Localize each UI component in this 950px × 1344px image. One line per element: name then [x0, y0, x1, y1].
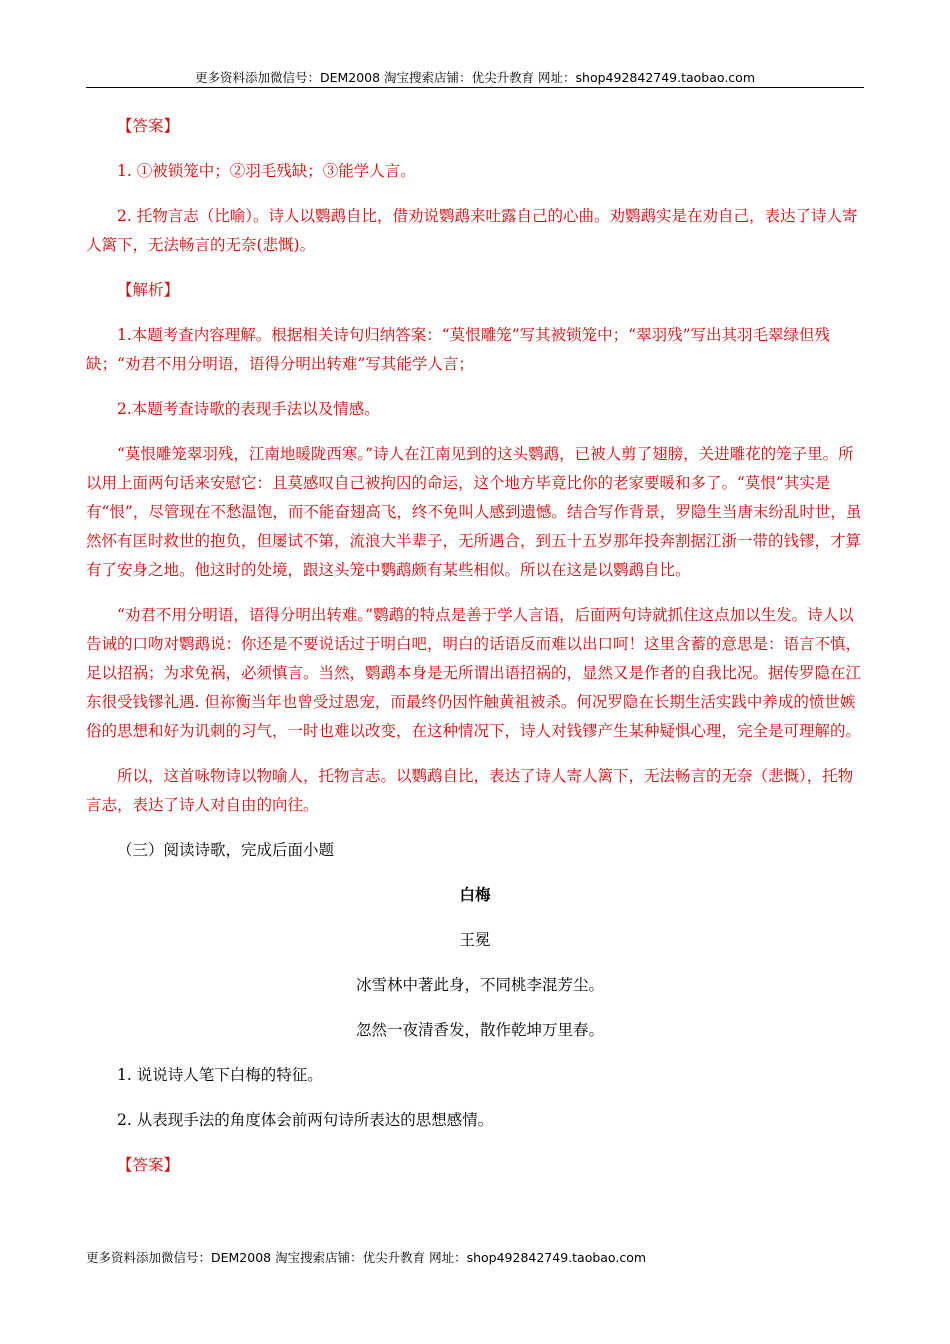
answer-tag: 【答案】	[117, 1156, 180, 1174]
poem-title: 白梅	[459, 886, 491, 904]
document-body	[86, 112, 864, 1180]
answer-tag: 【答案】	[117, 117, 180, 135]
analysis-paragraph: 1.本题考查内容理解。根据相关诗句归纳答案：“莫恨雕笼”写其被锁笼中；“翠羽残”写出其羽毛翠绿但残缺；“劝君不用分明语，语得分明出转难”写其能学人言；	[86, 326, 830, 373]
poem-author: 王冕	[459, 931, 491, 949]
analysis-paragraph: 2.本题考查诗歌的表现手法以及情感。	[117, 400, 380, 418]
poem-line: 忽然一夜清香发，散作乾坤万里春。	[356, 1021, 605, 1039]
section-heading: （三）阅读诗歌，完成后面小题	[117, 841, 335, 859]
analysis-paragraph: 所以，这首咏物诗以物喻人，托物言志。以鹦鹉自比，表达了诗人寄人篱下，无法畅言的无奈（悲慨），托物言志，表达了诗人对自由的向往。	[86, 767, 854, 814]
question-item: 2. 从表现手法的角度体会前两句诗所表达的思想感情。	[117, 1111, 494, 1129]
analysis-paragraph: “莫恨雕笼翠羽残，江南地暖陇西寒。”诗人在江南见到的这头鹦鹉，已被人剪了翅膀，关进雕花的笼子里。所以用上面两句话来安慰它：且莫感叹自己被拘囚的命运，这个地方毕竟比你的老家要暖和多了。“莫恨”其实是有“恨”，尽管现在不愁温饱，而不能奋翅高飞，终不免叫人感到遗憾。结合写作背景，罗隐生当唐末纷乱时世，虽然怀有匡时救世的抱负，但屡试不第，流浪大半辈子，无所遇合，到五十五岁那年投奔割据江浙一带的钱镠，才算有了安身之地。他这时的处境，跟这头笼中鹦鹉颇有某些相似。所以在这是以鹦鹉自比。	[86, 445, 862, 579]
answer-item-1: 1. ①被锁笼中；②羽毛残缺；③能学人言。	[117, 162, 416, 180]
page-footer: 更多资料添加微信号：DEM2008 淘宝搜索店铺：优尖升教育 网址：shop492842749.taobao.com	[86, 1250, 647, 1265]
question-item: 1. 说说诗人笔下白梅的特征。	[117, 1066, 323, 1084]
poem-line: 冰雪林中著此身，不同桃李混芳尘。	[356, 976, 605, 994]
answer-item-2: 2. 托物言志（比喻）。诗人以鹦鹉自比，借劝说鹦鹉来吐露自己的心曲。劝鹦鹉实是在劝自己，表达了诗人寄人篱下，无法畅言的无奈(悲慨)。	[86, 207, 858, 254]
analysis-paragraph: “劝君不用分明语，语得分明出转难。”鹦鹉的特点是善于学人言语，后面两句诗就抓住这点加以生发。诗人以告诫的口吻对鹦鹉说：你还是不要说话过于明白吧，明白的话语反而难以出口呵！这里含蓄的意思是：语言不慎，足以招祸；为求免祸，必须慎言。当然，鹦鹉本身是无所谓出语招祸的，显然又是作者的自我比况。据传罗隐在江东很受钱镠礼遇. 但祢衡当年也曾受过恩宠，而最终仍因忤触黄祖被杀。何况罗隐在长期生活实践中养成的愤世嫉俗的思想和好为讥刺的习气，一时也难以改变，在这种情况下，诗人对钱镠产生某种疑惧心理，完全是可理解的。	[86, 606, 862, 740]
page-header: 更多资料添加微信号：DEM2008 淘宝搜索店铺：优尖升教育 网址：shop492842749.taobao.com	[194, 70, 756, 85]
header-divider	[86, 87, 864, 88]
analysis-tag: 【解析】	[117, 281, 180, 299]
